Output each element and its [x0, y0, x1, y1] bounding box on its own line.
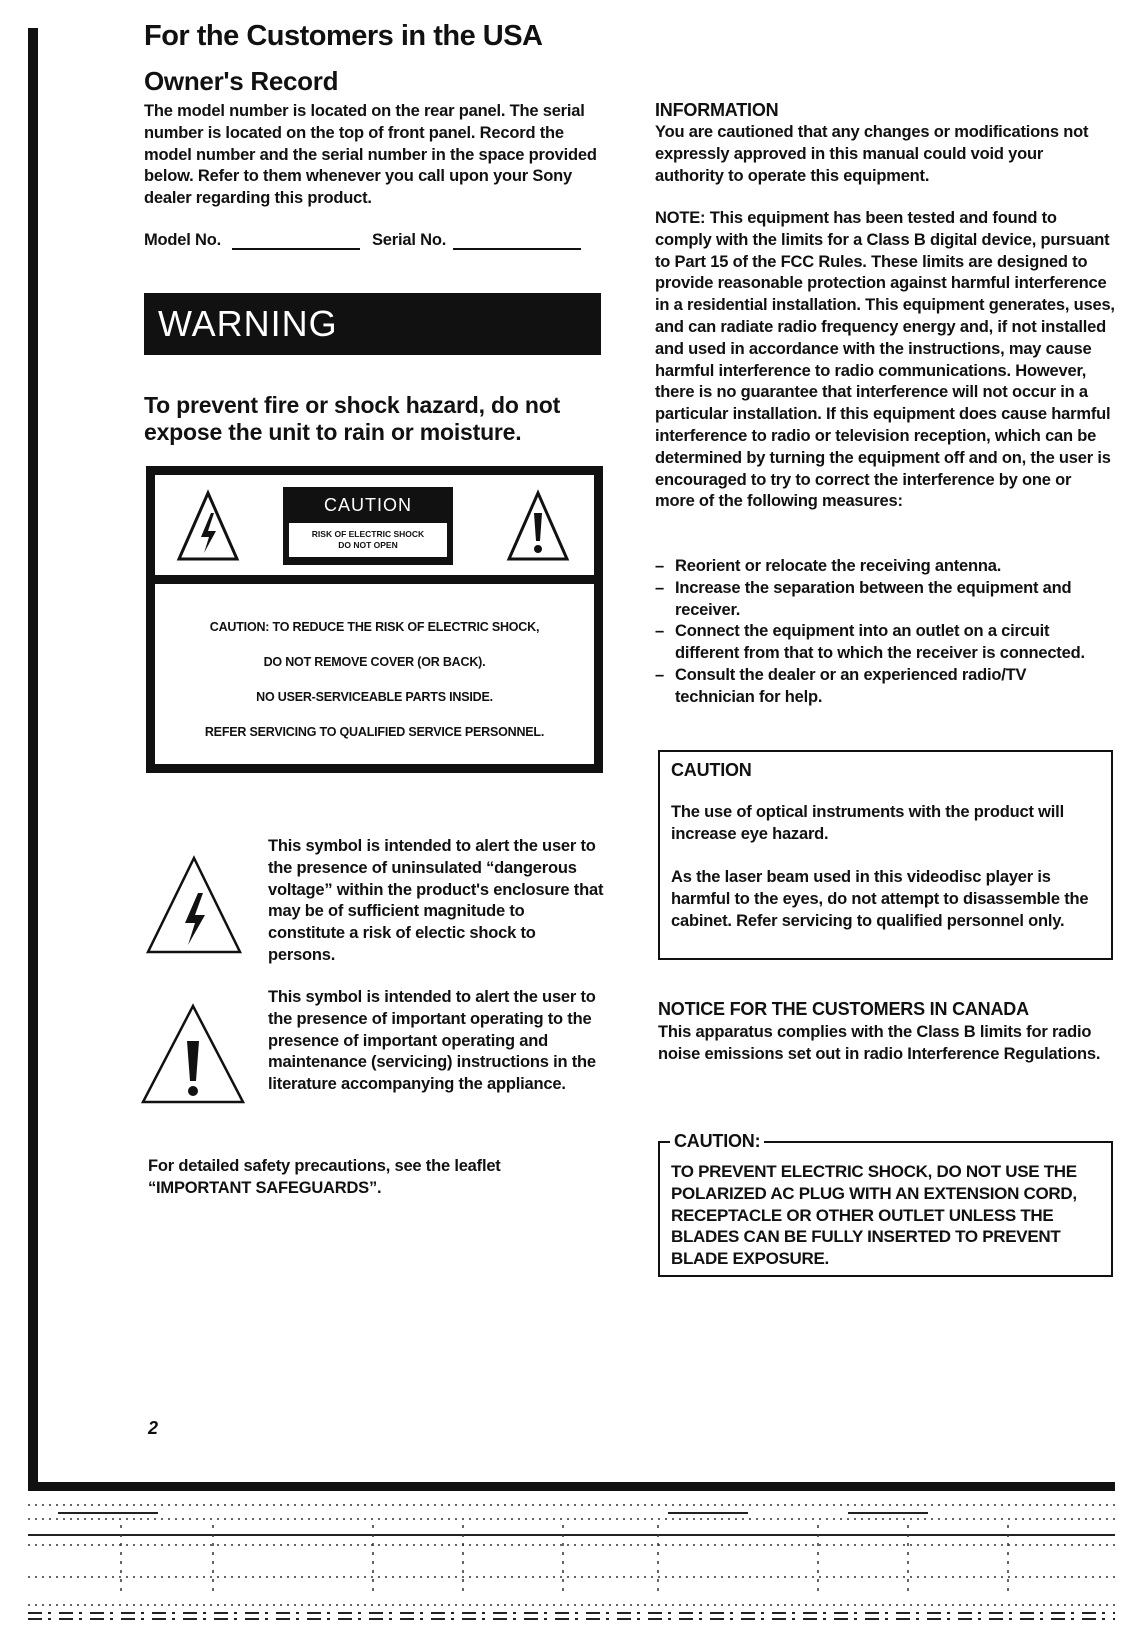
scan-noise-strip — [28, 1495, 1115, 1625]
caution-plate — [283, 487, 453, 565]
caution-sub-line: RISK OF ELECTRIC SHOCK — [311, 529, 425, 539]
laser-caution-para2: As the laser beam used in this videodisc player is harmful to the eyes, do not attempt to disassemble the cabinet. Refer servicing to qualified personnel only. — [671, 868, 1089, 930]
information-title: INFORMATION — [655, 100, 779, 120]
interference-measures-list — [655, 556, 1110, 709]
model-number-field — [232, 248, 360, 250]
page-number: 2 — [148, 1418, 159, 1438]
caution-line: CAUTION: TO REDUCE THE RISK OF ELECTRIC SHOCK, — [209, 620, 540, 634]
caution-label-header — [155, 475, 594, 584]
list-item: – Increase the separation between the equipment and receiver. — [655, 578, 1110, 622]
caution-line: REFER SERVICING TO QUALIFIED SERVICE PERSONNEL. — [204, 725, 545, 739]
serial-number-label: Serial No. — [372, 231, 447, 249]
lightning-symbol-icon — [145, 855, 243, 955]
lightning-warning-icon — [175, 489, 241, 563]
laser-caution-box — [658, 750, 1113, 960]
model-number-label: Model No. — [144, 231, 222, 249]
caution-line: DO NOT REMOVE COVER (OR BACK). — [263, 655, 486, 669]
lightning-symbol-text: This symbol is intended to alert the user to the presence of uninsulated “dangerous voltage” within the product's enclosure that may be of sufficient magnitude to constitute a risk of electic shock to persons. — [268, 837, 604, 964]
bottom-margin-bar — [28, 1482, 1115, 1491]
caution-label-box — [146, 466, 603, 773]
list-item: – Reorient or relocate the receiving antenna. — [655, 556, 1110, 578]
list-item: – Consult the dealer or an experienced radio/TV technician for help. — [655, 665, 1110, 709]
plug-caution-box — [658, 1131, 1113, 1277]
serial-number-field — [453, 248, 581, 250]
caution-plate-sub — [289, 523, 447, 557]
caution-plate-title: CAUTION — [324, 495, 412, 515]
warning-banner — [144, 293, 601, 355]
warning-label: WARNING — [158, 303, 338, 344]
caution-sub-line: DO NOT OPEN — [338, 540, 398, 550]
exclamation-symbol-text: This symbol is intended to alert the user to the presence of important operating to the presence of important operating and maintenance (servicing) instructions in the literature accompanying the appliance. — [268, 988, 596, 1094]
page-heading: For the Customers in the USA — [144, 20, 543, 52]
hazard-warning: To prevent fire or shock hazard, do not expose the unit to rain or moisture. — [144, 392, 561, 445]
exclamation-warning-icon — [505, 489, 571, 563]
safeguards-note: For detailed safety precautions, see the leaflet “IMPORTANT SAFEGUARDS”. — [148, 1157, 501, 1197]
caution-line: NO USER-SERVICEABLE PARTS INSIDE. — [256, 690, 493, 704]
fcc-note: NOTE: This equipment has been tested and found to comply with the limits for a Class B digital device, pursuant to Part 15 of the FCC Rules. These limits are designed to provide reasonable protection against harmful interference in a residential installation. This equipment generates, uses, and can radiate radio frequency energy and, if not installed and used in accordance with the instructions, may cause harmful interference to radio communications. However, there is no guarantee that interference will not occur in a particular installation. If this equipment does cause harmful interference to radio or television reception, which can be determined by turning the equipment off and on, the user is encouraged to try to correct the interference by one or more of the following measures: — [655, 209, 1115, 511]
list-item: – Connect the equipment into an outlet on a circuit different from that to which the receiver is connected. — [655, 621, 1110, 665]
laser-caution-title: CAUTION — [671, 760, 752, 780]
left-margin-bar — [28, 28, 38, 1490]
plug-caution-title: CAUTION: — [670, 1131, 764, 1152]
information-body: You are cautioned that any changes or modifications not expressly approved in this manual could void your authority to operate this equipment. — [655, 123, 1089, 185]
owners-record-heading: Owner's Record — [144, 66, 339, 96]
canada-notice-body: This apparatus complies with the Class B limits for radio noise emissions set out in radio Interference Regulations. — [658, 1023, 1101, 1063]
owners-record-body: The model number is located on the rear panel. The serial number is located on the top of front panel. Record the model number and the serial number in the space provided below. Refer to them whenever you call upon your Sony dealer regarding this product. — [144, 102, 597, 208]
plug-caution-body: TO PREVENT ELECTRIC SHOCK, DO NOT USE THE POLARIZED AC PLUG WITH AN EXTENSION CORD, RECEPTACLE OR OTHER OUTLET UNLESS THE BLADES CAN BE FULLY INSERTED TO PREVENT BLADE EXPOSURE. — [671, 1162, 1077, 1269]
laser-caution-para1: The use of optical instruments with the product will increase eye hazard. — [671, 803, 1064, 843]
exclamation-symbol-icon — [140, 1003, 246, 1105]
canada-notice-title: NOTICE FOR THE CUSTOMERS IN CANADA — [658, 999, 1029, 1019]
